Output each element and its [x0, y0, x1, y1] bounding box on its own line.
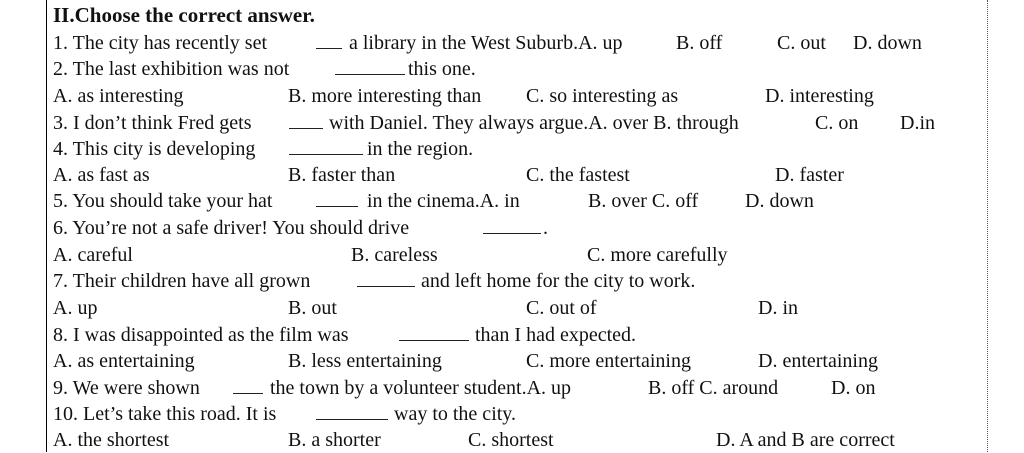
question-9: [53, 375, 988, 401]
left-border: [46, 0, 47, 452]
q6-option-a: A. careful: [53, 244, 133, 266]
q8-option-c: C. more entertaining: [526, 350, 691, 372]
q7-blank: [357, 268, 415, 287]
q2-option-c: C. so interesting as: [526, 85, 679, 107]
q2-blank: [335, 56, 405, 75]
q9-stem: 9. We were shown: [53, 377, 200, 399]
question-5: [53, 188, 988, 214]
q10-option-c: C. shortest: [468, 429, 554, 451]
q5-blank: [316, 188, 358, 207]
q7-option-d: D. in: [758, 297, 798, 319]
q4-option-b: B. faster than: [288, 164, 396, 186]
question-2-options: [53, 83, 988, 109]
question-6: [53, 215, 988, 241]
q6-stem-rest: .: [543, 217, 548, 239]
q4-option-a: A. as fast as: [53, 164, 150, 186]
question-8-options: [53, 348, 988, 374]
q2-stem: 2. The last exhibition was not: [53, 58, 290, 80]
q5-option-bc: B. over C. off: [588, 190, 699, 212]
q10-option-b: B. a shorter: [288, 429, 381, 451]
q8-stem: 8. I was disappointed as the film was: [53, 324, 349, 346]
q4-option-c: C. the fastest: [526, 164, 630, 186]
q7-option-c: C. out of: [526, 297, 597, 319]
q8-option-d: D. entertaining: [758, 350, 878, 372]
q9-blank: [233, 375, 263, 394]
q1-option-d: D. down: [853, 32, 922, 54]
q5-stem: 5. You should take your hat: [53, 190, 273, 212]
q5-option-d: D. down: [745, 190, 814, 212]
q8-option-a: A. as entertaining: [53, 350, 195, 372]
q1-blank: [316, 30, 342, 49]
question-6-options: [53, 242, 988, 268]
question-4-options: [53, 162, 988, 188]
q3-option-d: D.in: [900, 112, 935, 134]
question-2: [53, 56, 988, 82]
q10-blank: [316, 401, 388, 420]
q6-blank: [483, 215, 541, 234]
question-4: [53, 136, 988, 162]
question-7: [53, 268, 988, 294]
question-10-options: [53, 427, 988, 453]
q7-stem-rest: and left home for the city to work.: [421, 270, 696, 292]
q1-stem: 1. The city has recently set: [53, 32, 268, 54]
q1-option-b: B. off: [676, 32, 723, 54]
q1-option-c: C. out: [777, 32, 826, 54]
q2-option-b: B. more interesting than: [288, 85, 482, 107]
q6-option-c: C. more carefully: [587, 244, 728, 266]
question-7-options: [53, 295, 988, 321]
question-1: [53, 30, 988, 56]
q9-option-bc: B. off C. around: [648, 377, 779, 399]
q8-stem-rest: than I had expected.: [475, 324, 637, 346]
question-8: [53, 322, 988, 348]
q3-blank: [289, 110, 323, 129]
q2-option-a: A. as interesting: [53, 85, 184, 107]
q9-option-d: D. on: [831, 377, 876, 399]
q10-stem-rest: way to the city.: [394, 403, 517, 425]
q10-option-a: A. the shortest: [53, 429, 170, 451]
q3-option-c: C. on: [815, 112, 859, 134]
q10-stem: 10. Let’s take this road. It is: [53, 403, 277, 425]
question-10: [53, 401, 988, 427]
q8-option-b: B. less entertaining: [288, 350, 442, 372]
q6-option-b: B. careless: [351, 244, 438, 266]
q7-option-a: A. up: [53, 297, 98, 319]
q2-option-d: D. interesting: [765, 85, 874, 107]
question-3: [53, 110, 988, 136]
q4-stem: 4. This city is developing: [53, 138, 256, 160]
q8-blank: [399, 322, 469, 341]
q4-stem-rest: in the region.: [367, 138, 474, 160]
q5-stem-rest: in the cinema.A. in: [367, 190, 520, 212]
q3-stem: 3. I don’t think Fred gets: [53, 112, 252, 134]
q7-stem: 7. Their children have all grown: [53, 270, 311, 292]
q4-blank: [289, 136, 363, 155]
q2-stem-rest: this one.: [408, 58, 476, 80]
q7-option-b: B. out: [288, 297, 337, 319]
q4-option-d: D. faster: [775, 164, 844, 186]
section-heading: II.Choose the correct answer.: [53, 3, 315, 27]
q1-stem-rest: a library in the West Suburb.A. up: [349, 32, 623, 54]
q10-option-d: D. A and B are correct: [716, 429, 895, 451]
q3-stem-rest: with Daniel. They always argue.A. over B. through: [329, 112, 739, 134]
q6-stem: 6. You’re not a safe driver! You should drive: [53, 217, 410, 239]
q9-stem-rest: the town by a volunteer student.A. up: [270, 377, 572, 399]
